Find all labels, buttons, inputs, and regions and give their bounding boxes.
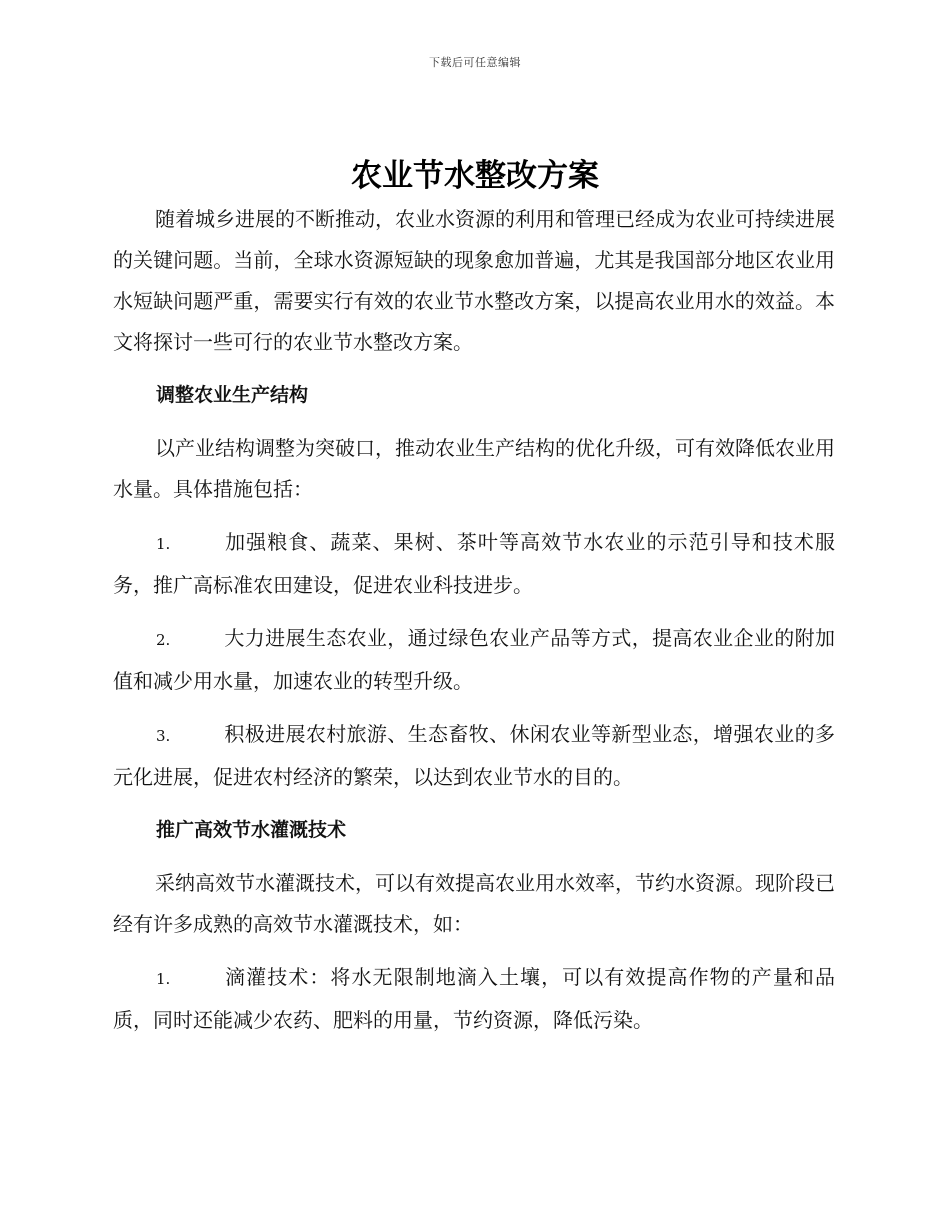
list-item-text: 滴灌技术：将水无限制地滴入土壤，可以有效提高作物的产量和品质，同时还能减少农药、肥料的用量，节约资源，降低污染。 [113,965,835,1032]
document-title: 农业节水整改方案 [351,158,599,194]
section-intro: 以产业结构调整为突破口，推动农业生产结构的优化升级，可有效降低农业用水量。具体措施包括： [113,436,835,501]
list-item-text: 大力进展生态农业，通过绿色农业产品等方式，提高农业企业的附加值和减少用水量，加速农业的转型升级。 [113,626,835,693]
list-item-number: 2. [156,631,171,649]
section-heading: 推广高效节水灌溉技术 [156,819,347,841]
document-body [113,199,835,1041]
header-note: 下载后可任意编辑 [429,56,521,69]
list-item-text: 加强粮食、蔬菜、果树、茶叶等高效节水农业的示范引导和技术服务，推广高标准农田建设，促进农业科技进步。 [113,530,835,597]
list-item [113,957,835,1041]
list-item-number: 1. [156,535,171,553]
list-item-number: 3. [156,727,171,745]
section-heading: 调整农业生产结构 [156,384,309,406]
list-item [113,522,835,606]
list-item-text: 积极进展农村旅游、生态畜牧、休闲农业等新型业态，增强农业的多元化进展，促进农村经济的繁荣，以达到农业节水的目的。 [113,722,835,789]
list-item [113,618,835,702]
intro-paragraph: 随着城乡进展的不断推动，农业水资源的利用和管理已经成为农业可持续进展的关键问题。当前，全球水资源短缺的现象愈加普遍，尤其是我国部分地区农业用水短缺问题严重，需要实行有效的农业节水整改方案，以提高农业用水的效益。本文将探讨一些可行的农业节水整改方案。 [113,207,835,354]
list-item [113,714,835,798]
section-intro: 采纳高效节水灌溉技术，可以有效提高农业用水效率，节约水资源。现阶段已经有许多成熟的高效节水灌溉技术，如： [113,871,835,936]
list-item-number: 1. [156,970,171,988]
